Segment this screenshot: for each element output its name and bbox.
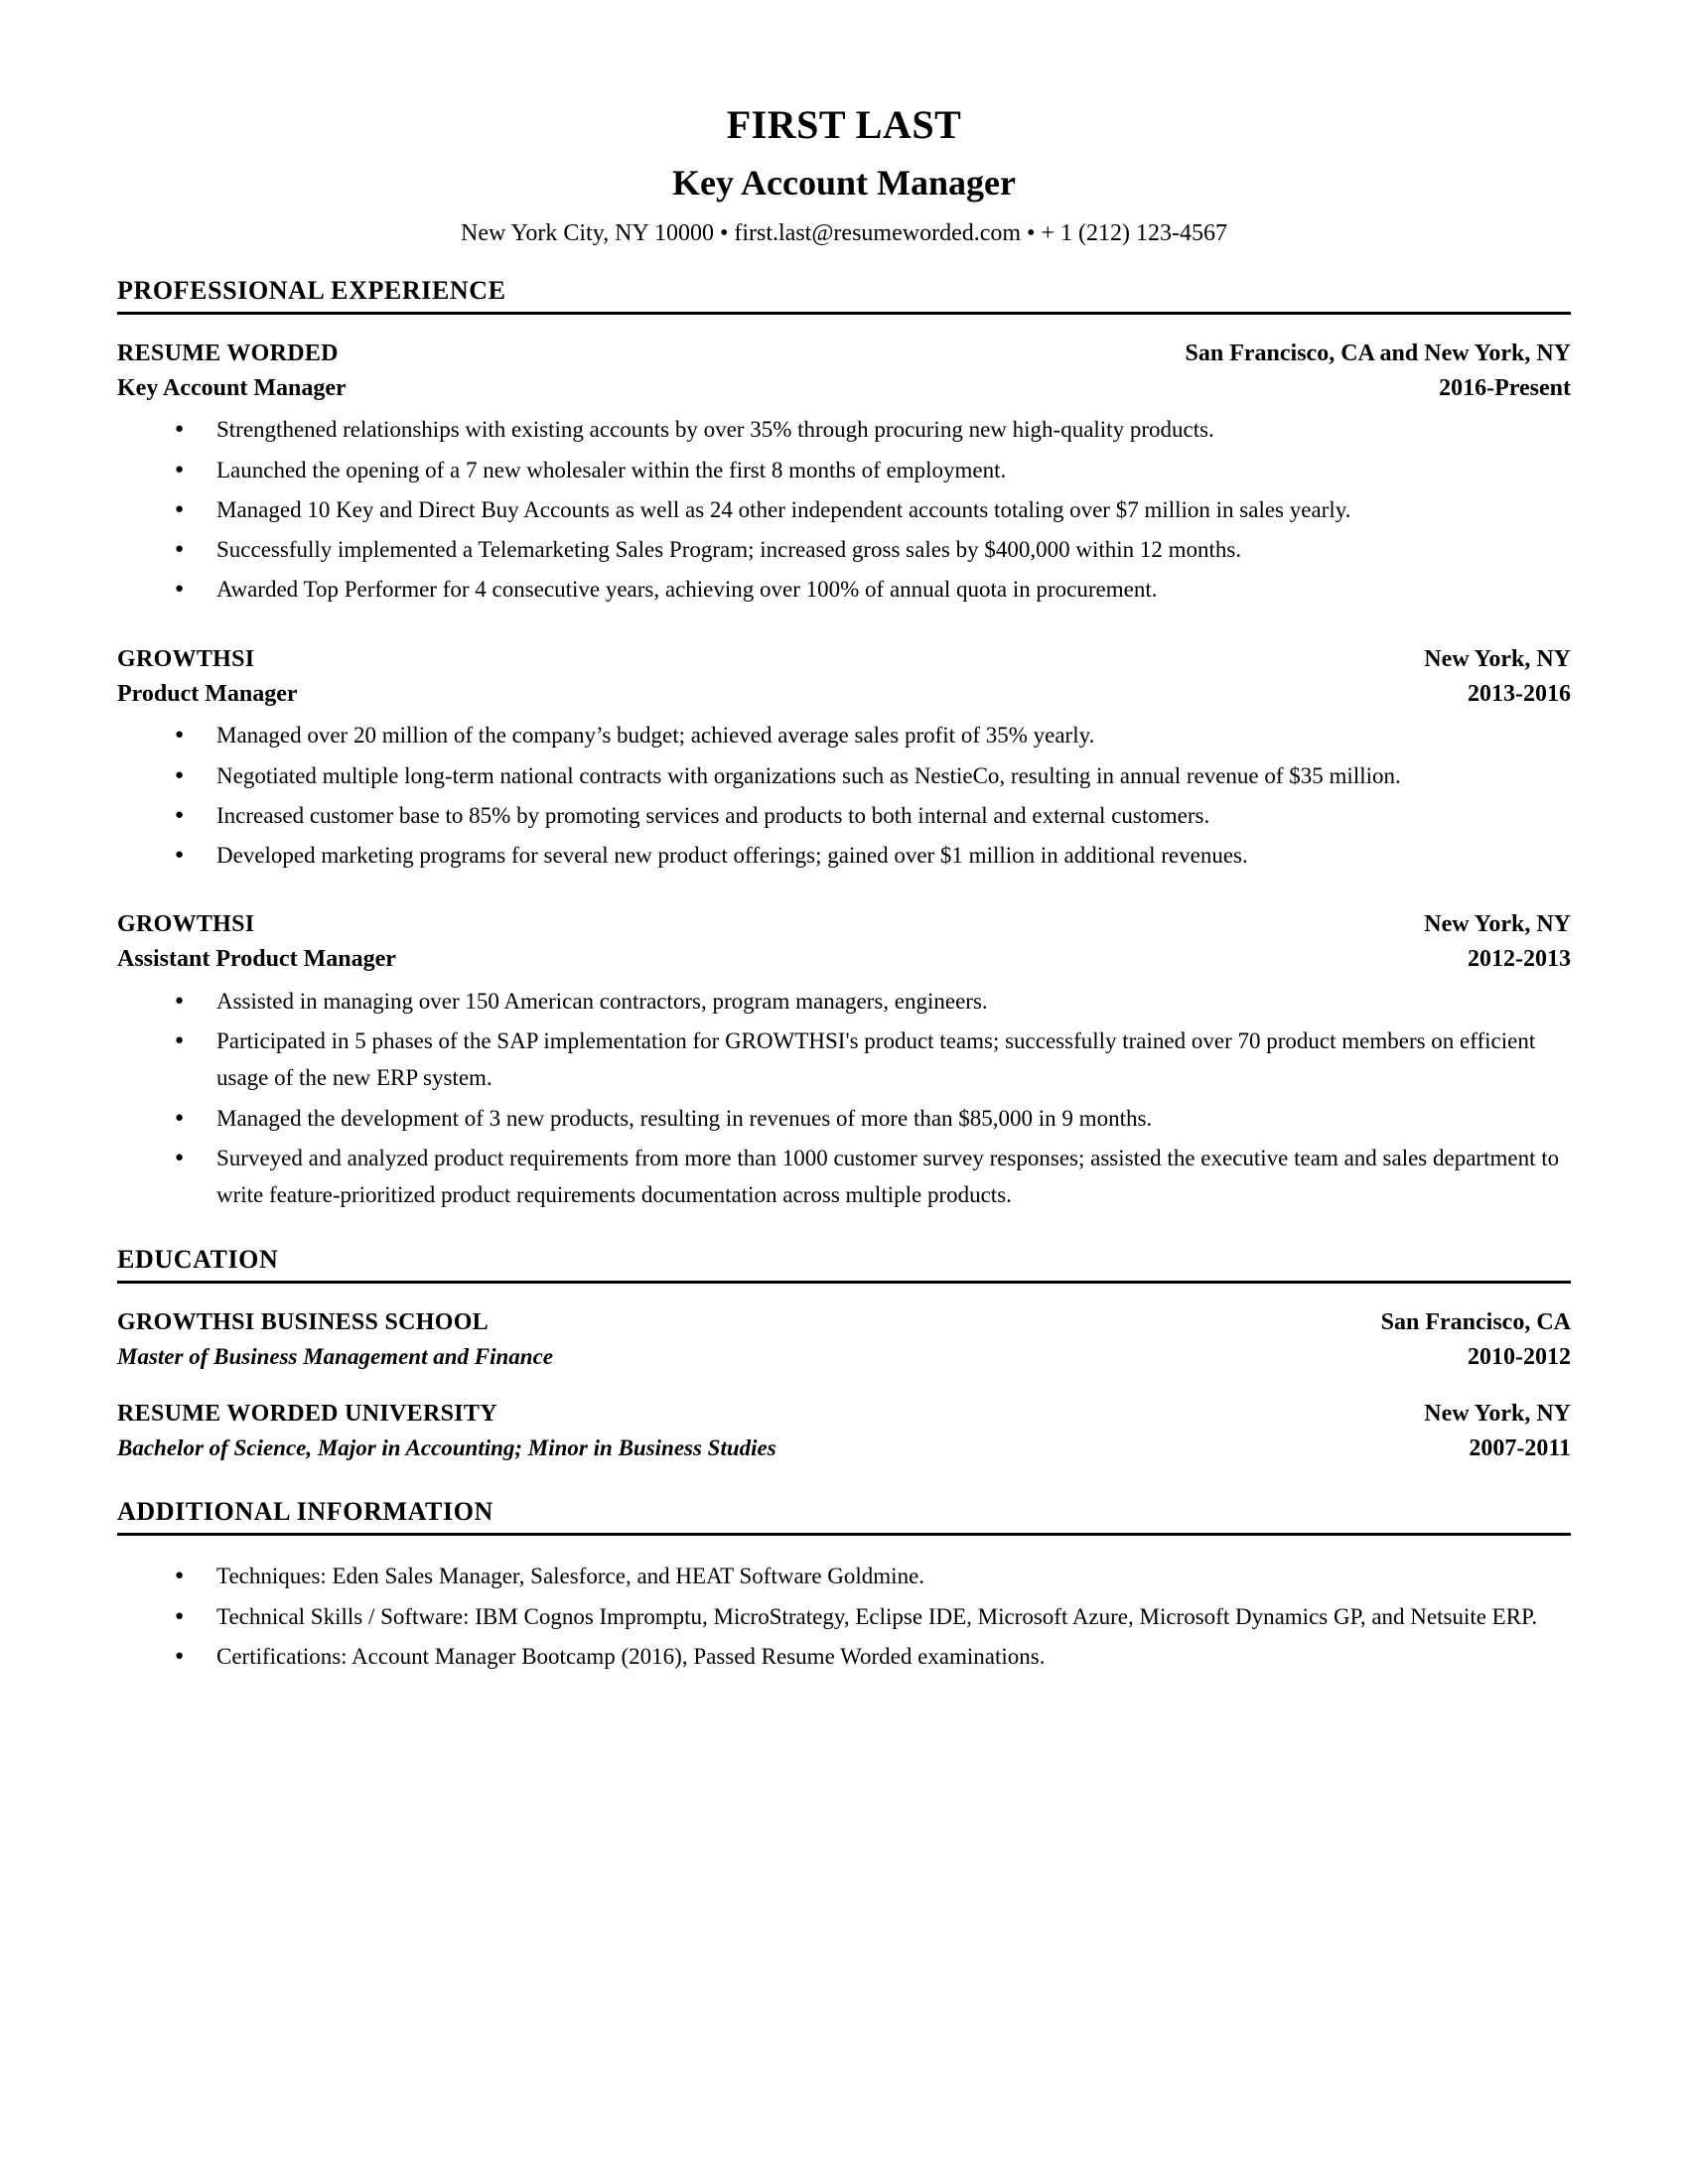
experience-role-row: [117, 677, 1571, 712]
list-item: ● Managed over 20 million of the company’s budget; achieved average sales profit of 35% yearly.: [175, 717, 1571, 753]
education-dates: 2010-2012: [1468, 1344, 1571, 1371]
experience-org-row: [117, 642, 1571, 677]
contact-separator-2: •: [1027, 220, 1036, 247]
experience-location: New York, NY: [1424, 911, 1571, 938]
section-divider-additional: [117, 1533, 1571, 1536]
experience-role: Assistant Product Manager: [117, 946, 396, 973]
additional-bullet-list: [117, 1558, 1571, 1675]
section-title-education: EDUCATION: [117, 1245, 279, 1275]
experience-bullet-list: [117, 717, 1571, 874]
experience-dates: 2012-2013: [1468, 946, 1571, 973]
contact-email: first.last@resumeworded.com: [734, 220, 1022, 247]
education-degree: Bachelor of Science, Major in Accounting; Minor in Business Studies: [117, 1434, 776, 1460]
experience-role-row: [117, 942, 1571, 977]
spacer: [117, 1219, 1571, 1245]
education-org-row: [117, 1305, 1571, 1340]
list-item: ● Successfully implemented a Telemarketing Sales Program; increased gross sales by $400,000 within 12 months.: [175, 531, 1571, 568]
experience-role: Key Account Manager: [117, 374, 347, 401]
list-item: ● Increased customer base to 85% by promoting services and products to both internal and external customers.: [175, 797, 1571, 834]
list-item: ● Strengthened relationships with existing accounts by over 35% through procuring new high-quality products.: [175, 411, 1571, 448]
spacer: [117, 1471, 1571, 1497]
experience-role: Product Manager: [117, 680, 298, 707]
section-divider-experience: [117, 312, 1571, 315]
section-title-experience: PROFESSIONAL EXPERIENCE: [117, 275, 506, 305]
list-item: ● Techniques: Eden Sales Manager, Salesforce, and HEAT Software Goldmine.: [175, 1558, 1571, 1594]
experience-role-row: [117, 371, 1571, 406]
list-item: ● Technical Skills / Software: IBM Cognos Impromptu, MicroStrategy, Eclipse IDE, Microsoft Azure, Microsoft Dynamics GP, and Netsuite ERP.: [175, 1598, 1571, 1635]
education-organization: GROWTHSI BUSINESS SCHOOL: [117, 1309, 489, 1336]
list-item: ● Surveyed and analyzed product requirements from more than 1000 customer survey responses; assisted the executive team and sales department to write feature-prioritized product requirements documentation across multiple products.: [175, 1140, 1571, 1214]
education-degree-row: [117, 1432, 1571, 1466]
education-entry: [117, 1305, 1571, 1375]
section-education: [117, 1245, 1571, 1465]
list-item: ● Launched the opening of a 7 new wholesaler within the first 8 months of employment.: [175, 452, 1571, 488]
contact-location: New York City, NY 10000: [461, 220, 714, 247]
candidate-name: FIRST LAST: [726, 102, 962, 147]
list-item: ● Managed the development of 3 new products, resulting in revenues of more than $85,000 in 9 months.: [175, 1100, 1571, 1137]
contact-separator-1: •: [719, 220, 729, 247]
resume-content: [117, 103, 1571, 1679]
resume-header: [117, 103, 1571, 248]
list-item: ● Certifications: Account Manager Bootcamp (2016), Passed Resume Worded examinations.: [175, 1638, 1571, 1675]
education-org-row: [117, 1397, 1571, 1432]
experience-dates: 2016-Present: [1439, 374, 1571, 401]
education-entry: [117, 1397, 1571, 1466]
experience-dates: 2013-2016: [1468, 680, 1571, 707]
education-location: San Francisco, CA: [1380, 1309, 1571, 1336]
contact-line: [117, 220, 1571, 248]
section-title-additional: ADDITIONAL INFORMATION: [117, 1497, 493, 1527]
contact-phone: + 1 (212) 123-4567: [1041, 220, 1227, 247]
spacer: [117, 1381, 1571, 1397]
education-organization: RESUME WORDED UNIVERSITY: [117, 1400, 497, 1427]
list-item: ● Assisted in managing over 150 American contractors, program managers, engineers.: [175, 983, 1571, 1020]
list-item: ● Negotiated multiple long-term national contracts with organizations such as NestieCo, resulting in annual revenue of $35 million.: [175, 757, 1571, 794]
experience-organization: GROWTHSI: [117, 911, 255, 938]
experience-entry: [117, 337, 1571, 609]
candidate-headline: Key Account Manager: [672, 162, 1016, 203]
experience-org-row: [117, 907, 1571, 942]
experience-bullet-list: [117, 411, 1571, 608]
spacer: [117, 880, 1571, 907]
experience-location: San Francisco, CA and New York, NY: [1185, 340, 1571, 366]
list-item: ● Developed marketing programs for several new product offerings; gained over $1 million in additional revenues.: [175, 837, 1571, 874]
experience-entry: [117, 642, 1571, 875]
education-degree-row: [117, 1340, 1571, 1375]
experience-bullet-list: [117, 983, 1571, 1214]
section-divider-education: [117, 1281, 1571, 1284]
list-item: ● Participated in 5 phases of the SAP implementation for GROWTHSI's product teams; successfully trained over 70 product members on efficient usage of the new ERP system.: [175, 1023, 1571, 1097]
education-degree: Master of Business Management and Finance: [117, 1344, 553, 1370]
experience-location: New York, NY: [1424, 645, 1571, 672]
experience-organization: RESUME WORDED: [117, 340, 339, 366]
list-item: ● Awarded Top Performer for 4 consecutive years, achieving over 100% of annual quota in procurement.: [175, 571, 1571, 608]
education-location: New York, NY: [1424, 1400, 1571, 1427]
education-dates: 2007-2011: [1469, 1434, 1571, 1461]
list-item: ● Managed 10 Key and Direct Buy Accounts as well as 24 other independent accounts totaling over $7 million in sales yearly.: [175, 491, 1571, 528]
experience-organization: GROWTHSI: [117, 645, 255, 672]
spacer: [117, 614, 1571, 642]
experience-org-row: [117, 337, 1571, 371]
section-additional-information: [117, 1497, 1571, 1675]
experience-entry: [117, 907, 1571, 1213]
section-professional-experience: [117, 276, 1571, 1213]
